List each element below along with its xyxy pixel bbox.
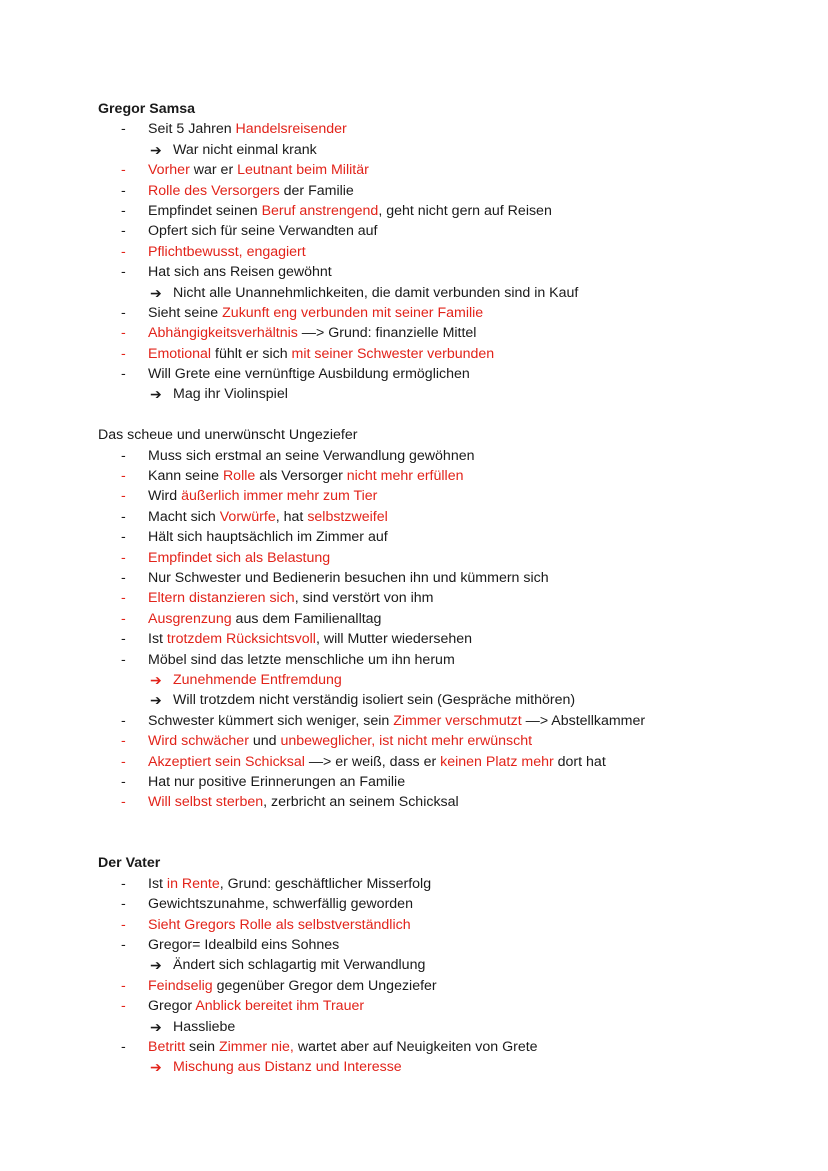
item-text [173, 1017, 235, 1037]
item-text [148, 303, 483, 323]
plain-text: aus dem Familienalltag [231, 610, 382, 627]
dash-bullet: - [121, 1038, 126, 1055]
plain-text: Muss sich erstmal an seine Verwandlung gewöhnen [148, 447, 475, 464]
dash-bullet: - [121, 875, 126, 892]
plain-text: dort hat [553, 753, 606, 770]
highlighted-text: Betritt [148, 1038, 186, 1055]
item-text [148, 486, 377, 506]
plain-text: Mag ihr Violinspiel [173, 386, 288, 403]
item-text [173, 955, 425, 975]
highlighted-text: Emotional [148, 345, 212, 362]
highlighted-text: Abhängigkeitsverhältnis [148, 325, 298, 342]
item-text [173, 1057, 402, 1077]
item-text [173, 384, 288, 404]
dash-bullet: - [121, 733, 126, 750]
item-text [148, 221, 378, 241]
highlighted-text: Will selbst sterben [148, 794, 264, 811]
section-spacer [98, 405, 798, 425]
item-text [148, 446, 475, 466]
list-item [98, 609, 798, 629]
dash-bullet: - [121, 508, 126, 525]
item-text [148, 711, 645, 731]
dash-bullet: - [121, 610, 126, 627]
item-text [173, 283, 578, 303]
plain-text: Hält sich hauptsächlich im Zimmer auf [148, 529, 388, 546]
item-text [148, 527, 388, 547]
plain-text: Hat sich ans Reisen gewöhnt [148, 264, 332, 281]
plain-text: Wird [148, 488, 182, 505]
highlighted-text: Zimmer nie, [218, 1038, 294, 1055]
item-text [148, 650, 455, 670]
list-item [98, 650, 798, 670]
item-text [148, 874, 431, 894]
dash-bullet: - [121, 325, 126, 342]
list-item [98, 446, 798, 466]
plain-text: , Grund: geschäftlicher Misserfolg [219, 875, 432, 892]
list-item [98, 486, 798, 506]
item-text [148, 588, 433, 608]
item-text [148, 568, 549, 588]
arrow-bullet-icon: ➔ [150, 141, 162, 158]
arrow-bullet-icon: ➔ [150, 671, 162, 688]
item-text [148, 242, 306, 262]
dash-bullet: - [121, 753, 126, 770]
highlighted-text: Akzeptiert sein Schicksal [148, 753, 305, 770]
highlighted-text: Rolle [222, 468, 256, 485]
item-text [148, 466, 463, 486]
highlighted-text: Zunehmende Entfremdung [173, 671, 342, 688]
list-item [98, 119, 798, 139]
list-item [98, 629, 798, 649]
section-spacer [98, 813, 798, 833]
item-text [148, 996, 364, 1016]
dash-bullet: - [121, 162, 126, 179]
list-item [98, 1037, 798, 1057]
highlighted-text: Pflichtbewusst, engagiert [148, 243, 306, 260]
plain-text: der Familie [279, 182, 354, 199]
item-text [148, 772, 405, 792]
dash-bullet: - [121, 651, 126, 668]
highlighted-text: Handelsreisender [235, 121, 347, 138]
item-text [173, 670, 342, 690]
dash-bullet: - [121, 182, 126, 199]
dash-bullet: - [121, 366, 126, 383]
arrow-bullet-icon: ➔ [150, 957, 162, 974]
arrow-bullet-icon: ➔ [150, 386, 162, 403]
plain-text: Will trotzdem nicht verständig isoliert sein (Gespräche mithören) [173, 692, 576, 709]
sub-list-item [98, 384, 798, 404]
plain-text: —> er weiß, dass er [304, 753, 441, 770]
highlighted-text: äußerlich immer mehr zum Tier [181, 488, 378, 505]
plain-text: , will Mutter wiedersehen [315, 631, 473, 648]
dash-bullet: - [121, 468, 126, 485]
dash-bullet: - [121, 937, 126, 954]
dash-bullet: - [121, 223, 126, 240]
list-item [98, 160, 798, 180]
plain-text: Hassliebe [173, 1018, 236, 1035]
arrow-bullet-icon: ➔ [150, 1018, 162, 1035]
dash-bullet: - [121, 916, 126, 933]
item-text [173, 690, 575, 710]
highlighted-text: nicht mehr erfüllen [346, 468, 464, 485]
plain-text: , sind verstört von ihm [294, 590, 434, 607]
plain-text: , hat [275, 508, 308, 525]
item-text [148, 1037, 538, 1057]
sub-list-item [98, 1017, 798, 1037]
list-item [98, 568, 798, 588]
highlighted-text: selbstzweifel [307, 508, 388, 525]
highlighted-text: keinen Platz mehr [440, 753, 554, 770]
plain-text: —> Grund: finanzielle Mittel [297, 325, 477, 342]
list-item [98, 466, 798, 486]
item-text [148, 507, 388, 527]
item-text [148, 548, 330, 568]
item-text [173, 140, 317, 160]
plain-text: Nicht alle Unannehmlichkeiten, die damit verbunden sind in Kauf [173, 284, 579, 301]
document-page [98, 99, 798, 1078]
section-heading: Der Vater [98, 855, 161, 872]
list-item [98, 181, 798, 201]
list-item [98, 711, 798, 731]
dash-bullet: - [121, 304, 126, 321]
list-item [98, 323, 798, 343]
plain-text: War nicht einmal krank [173, 141, 317, 158]
highlighted-text: Ausgrenzung [148, 610, 232, 627]
list-item [98, 731, 798, 751]
plain-text: Ist [148, 875, 167, 892]
plain-text: Empfindet seinen [148, 202, 262, 219]
list-item [98, 915, 798, 935]
highlighted-text: Wird schwächer [148, 733, 249, 750]
sub-list-item [98, 690, 798, 710]
item-text [148, 976, 437, 996]
list-item [98, 344, 798, 364]
plain-text: , geht nicht gern auf Reisen [378, 202, 552, 219]
highlighted-text: Beruf anstrengend [261, 202, 379, 219]
plain-text: Macht sich [148, 508, 220, 525]
plain-text: fühlt er sich [211, 345, 292, 362]
item-text [148, 935, 339, 955]
plain-text: sein [185, 1038, 219, 1055]
list-item [98, 752, 798, 772]
item-text [148, 792, 459, 812]
list-item [98, 588, 798, 608]
list-item [98, 935, 798, 955]
list-item [98, 364, 798, 384]
item-text [148, 119, 347, 139]
section-heading: Das scheue und unerwünscht Ungeziefer [98, 427, 358, 444]
plain-text: Gewichtszunahme, schwerfällig geworden [148, 896, 413, 913]
dash-bullet: - [121, 345, 126, 362]
list-item [98, 772, 798, 792]
plain-text: Will Grete eine vernünftige Ausbildung ermöglichen [148, 366, 470, 383]
plain-text: als Versorger [255, 468, 347, 485]
list-item [98, 996, 798, 1016]
list-item [98, 303, 798, 323]
dash-bullet: - [121, 998, 126, 1015]
plain-text: Sieht seine [148, 304, 223, 321]
sub-list-item [98, 955, 798, 975]
dash-bullet: - [121, 631, 126, 648]
highlighted-text: Rolle des Versorgers [148, 182, 280, 199]
plain-text: gegenüber Gregor dem Ungeziefer [212, 977, 437, 994]
dash-bullet: - [121, 977, 126, 994]
dash-bullet: - [121, 896, 126, 913]
arrow-bullet-icon: ➔ [150, 1059, 162, 1076]
item-text [148, 160, 369, 180]
highlighted-text: Vorwürfe [219, 508, 276, 525]
list-item [98, 242, 798, 262]
list-item [98, 976, 798, 996]
plain-text: Schwester kümmert sich weniger, sein [148, 712, 394, 729]
plain-text: Seit 5 Jahren [148, 121, 236, 138]
plain-text: war er [189, 162, 238, 179]
dash-bullet: - [121, 773, 126, 790]
list-item [98, 221, 798, 241]
highlighted-text: mit seiner Schwester verbunden [291, 345, 495, 362]
highlighted-text: Vorher [148, 162, 190, 179]
list-item [98, 262, 798, 282]
plain-text: und [248, 733, 281, 750]
item-text [148, 731, 532, 751]
sub-list-item [98, 1057, 798, 1077]
plain-text: , zerbricht an seinem Schicksal [263, 794, 459, 811]
sub-list-item [98, 670, 798, 690]
list-item [98, 874, 798, 894]
highlighted-text: in Rente [166, 875, 220, 892]
dash-bullet: - [121, 121, 126, 138]
section-spacer [98, 833, 798, 853]
item-text [148, 344, 494, 364]
list-item [98, 792, 798, 812]
dash-bullet: - [121, 794, 126, 811]
plain-text: wartet aber auf Neuigkeiten von Grete [293, 1038, 538, 1055]
highlighted-text: unbeweglicher, ist nicht mehr erwünscht [280, 733, 533, 750]
highlighted-text: Zukunft eng verbunden mit seiner Familie [222, 304, 484, 321]
highlighted-text: Feindselig [148, 977, 213, 994]
plain-text: Gregor= Idealbild eins Sohnes [148, 937, 340, 954]
highlighted-text: Empfindet sich als Belastung [148, 549, 331, 566]
highlighted-text: Mischung aus Distanz und Interesse [173, 1059, 402, 1076]
dash-bullet: - [121, 569, 126, 586]
highlighted-text: Leutnant beim Militär [237, 162, 369, 179]
list-item [98, 507, 798, 527]
dash-bullet: - [121, 243, 126, 260]
dash-bullet: - [121, 264, 126, 281]
item-text [148, 915, 411, 935]
highlighted-text: Eltern distanzieren sich [148, 590, 295, 607]
dash-bullet: - [121, 488, 126, 505]
item-text [148, 629, 472, 649]
highlighted-text: trotzdem Rücksichtsvoll [166, 631, 316, 648]
dash-bullet: - [121, 529, 126, 546]
list-item [98, 201, 798, 221]
dash-bullet: - [121, 447, 126, 464]
plain-text: Kann seine [148, 468, 223, 485]
item-text [148, 609, 381, 629]
arrow-bullet-icon: ➔ [150, 284, 162, 301]
list-item [98, 894, 798, 914]
dash-bullet: - [121, 549, 126, 566]
item-text [148, 894, 413, 914]
arrow-bullet-icon: ➔ [150, 692, 162, 709]
plain-text: Ändert sich schlagartig mit Verwandlung [173, 957, 426, 974]
list-item [98, 527, 798, 547]
plain-text: Hat nur positive Erinnerungen an Familie [148, 773, 406, 790]
plain-text: Möbel sind das letzte menschliche um ihn herum [148, 651, 455, 668]
dash-bullet: - [121, 202, 126, 219]
item-text [148, 201, 552, 221]
section-heading: Gregor Samsa [98, 101, 195, 117]
sub-list-item [98, 283, 798, 303]
dash-bullet: - [121, 712, 126, 729]
item-text [148, 364, 470, 384]
plain-text: Opfert sich für seine Verwandten auf [148, 223, 378, 240]
sub-list-item [98, 140, 798, 160]
highlighted-text: Anblick bereitet ihm Trauer [195, 998, 365, 1015]
dash-bullet: - [121, 590, 126, 607]
plain-text: Gregor [148, 998, 196, 1015]
plain-text: —> Abstellkammer [521, 712, 646, 729]
item-text [148, 752, 606, 772]
plain-text: Nur Schwester und Bedienerin besuchen ihn und kümmern sich [148, 569, 549, 586]
highlighted-text: Sieht Gregors Rolle als selbstverständlich [148, 916, 411, 933]
list-item [98, 548, 798, 568]
item-text [148, 323, 476, 343]
plain-text: Ist [148, 631, 167, 648]
item-text [148, 181, 354, 201]
item-text [148, 262, 332, 282]
highlighted-text: Zimmer verschmutzt [393, 712, 522, 729]
